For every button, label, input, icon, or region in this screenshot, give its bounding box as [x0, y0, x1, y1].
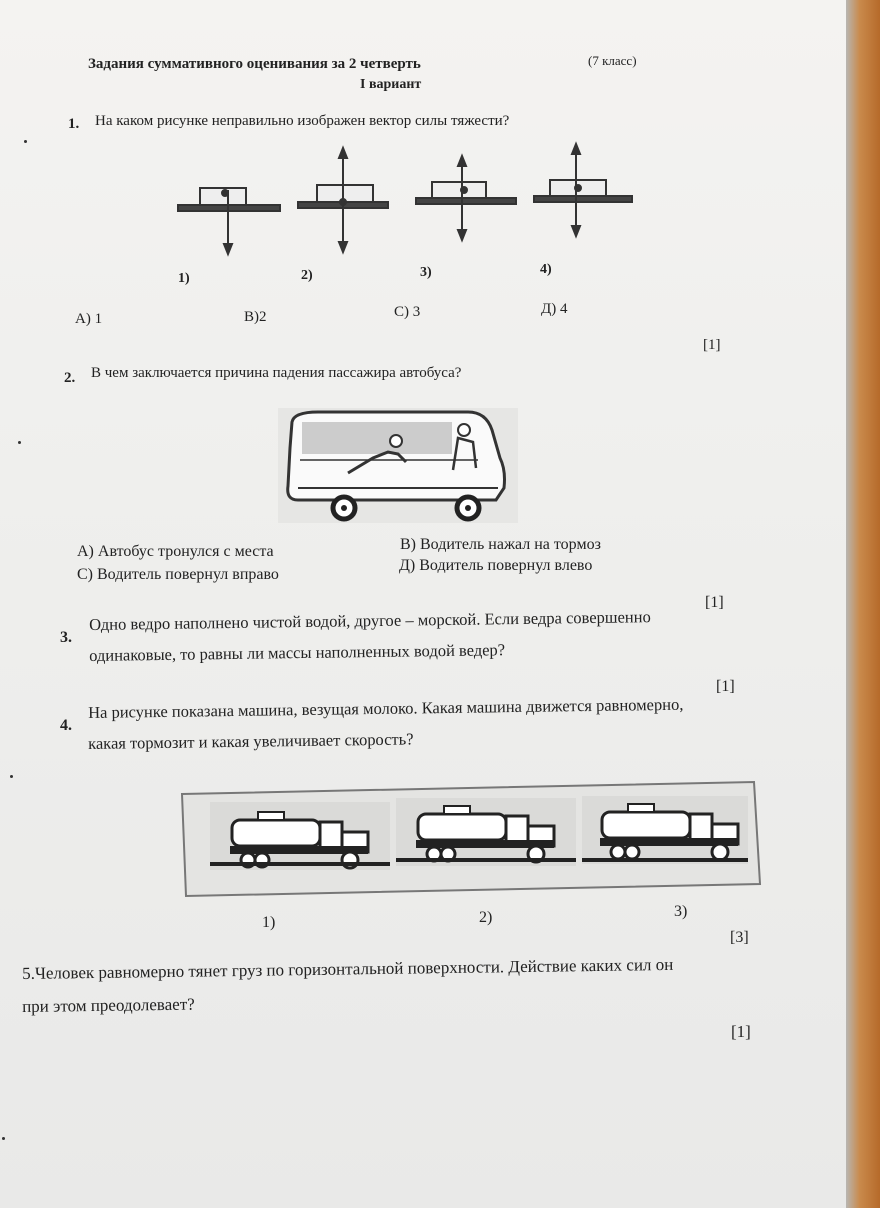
- question-4-line-1: На рисунке показана машина, везущая молоко. Какая машина движется равномерно,: [88, 694, 684, 722]
- truck-2: [396, 798, 576, 866]
- q1-figure-label-3: 3): [420, 265, 432, 280]
- figure-1: [178, 188, 280, 254]
- q5-score: [1]: [731, 1022, 751, 1041]
- bus-passenger-illustration: [278, 408, 518, 523]
- figure-3: [416, 156, 516, 240]
- q1-option-d: Д) 4: [541, 301, 568, 317]
- question-4-line-2: какая тормозит и какая увеличивает скорость?: [88, 729, 414, 753]
- question-3-number: 3.: [60, 629, 72, 646]
- q2-option-c: С) Водитель повернул вправо: [77, 566, 279, 583]
- question-2-text: В чем заключается причина падения пассажира автобуса?: [91, 365, 462, 381]
- q1-figure-label-4: 4): [540, 262, 552, 277]
- grade-label: (7 класс): [588, 53, 637, 68]
- q4-figure-label-3: 3): [674, 903, 688, 920]
- q2-option-b: В) Водитель нажал на тормоз: [400, 536, 601, 553]
- q2-option-d: Д) Водитель повернул влево: [399, 557, 593, 574]
- truck-1: [210, 802, 390, 870]
- question-4-number: 4.: [60, 717, 72, 734]
- q2-score: [1]: [705, 594, 724, 611]
- question-3-line-2: одинаковые, то равны ли массы наполненных водой ведер?: [89, 640, 506, 665]
- q2-option-a: А) Автобус тронулся с места: [77, 543, 274, 560]
- question-1-number: 1.: [68, 116, 80, 132]
- question-3-line-1: Одно ведро наполнено чистой водой, другое – морской. Если ведра совершенно: [89, 607, 651, 634]
- q4-figure-label-1: 1): [262, 914, 276, 931]
- margin-dot: [18, 441, 21, 444]
- q1-option-b: В)2: [244, 309, 267, 325]
- milk-trucks-illustration: [180, 780, 762, 902]
- question-5-line-2: при этом преодолевает?: [22, 994, 195, 1016]
- margin-dot: [10, 775, 13, 778]
- q1-figure-label-1: 1): [178, 271, 190, 286]
- q4-score: [3]: [730, 929, 749, 946]
- q1-figure-label-2: 2): [301, 268, 313, 283]
- q1-option-c: С) 3: [394, 304, 421, 320]
- question-5-line-1: 5.Человек равномерно тянет груз по горизонтальной поверхности. Действие каких сил он: [22, 954, 674, 983]
- question-1-text: На каком рисунке неправильно изображен вектор силы тяжести?: [95, 113, 510, 129]
- figure-2: [298, 148, 388, 252]
- q1-option-a: А) 1: [75, 311, 103, 327]
- figure-4: [534, 144, 632, 236]
- exam-title: Задания суммативного оценивания за 2 четверть: [88, 56, 421, 72]
- table-edge: [846, 0, 880, 1208]
- variant-label: I вариант: [360, 77, 422, 92]
- q3-score: [1]: [716, 678, 735, 695]
- margin-dot: [2, 1137, 5, 1140]
- q1-score: [1]: [703, 337, 721, 353]
- truck-3: [582, 796, 748, 864]
- question-2-number: 2.: [64, 370, 76, 386]
- gravity-vector-figures: [170, 140, 650, 260]
- margin-dot: [24, 140, 27, 143]
- q4-figure-label-2: 2): [479, 909, 493, 926]
